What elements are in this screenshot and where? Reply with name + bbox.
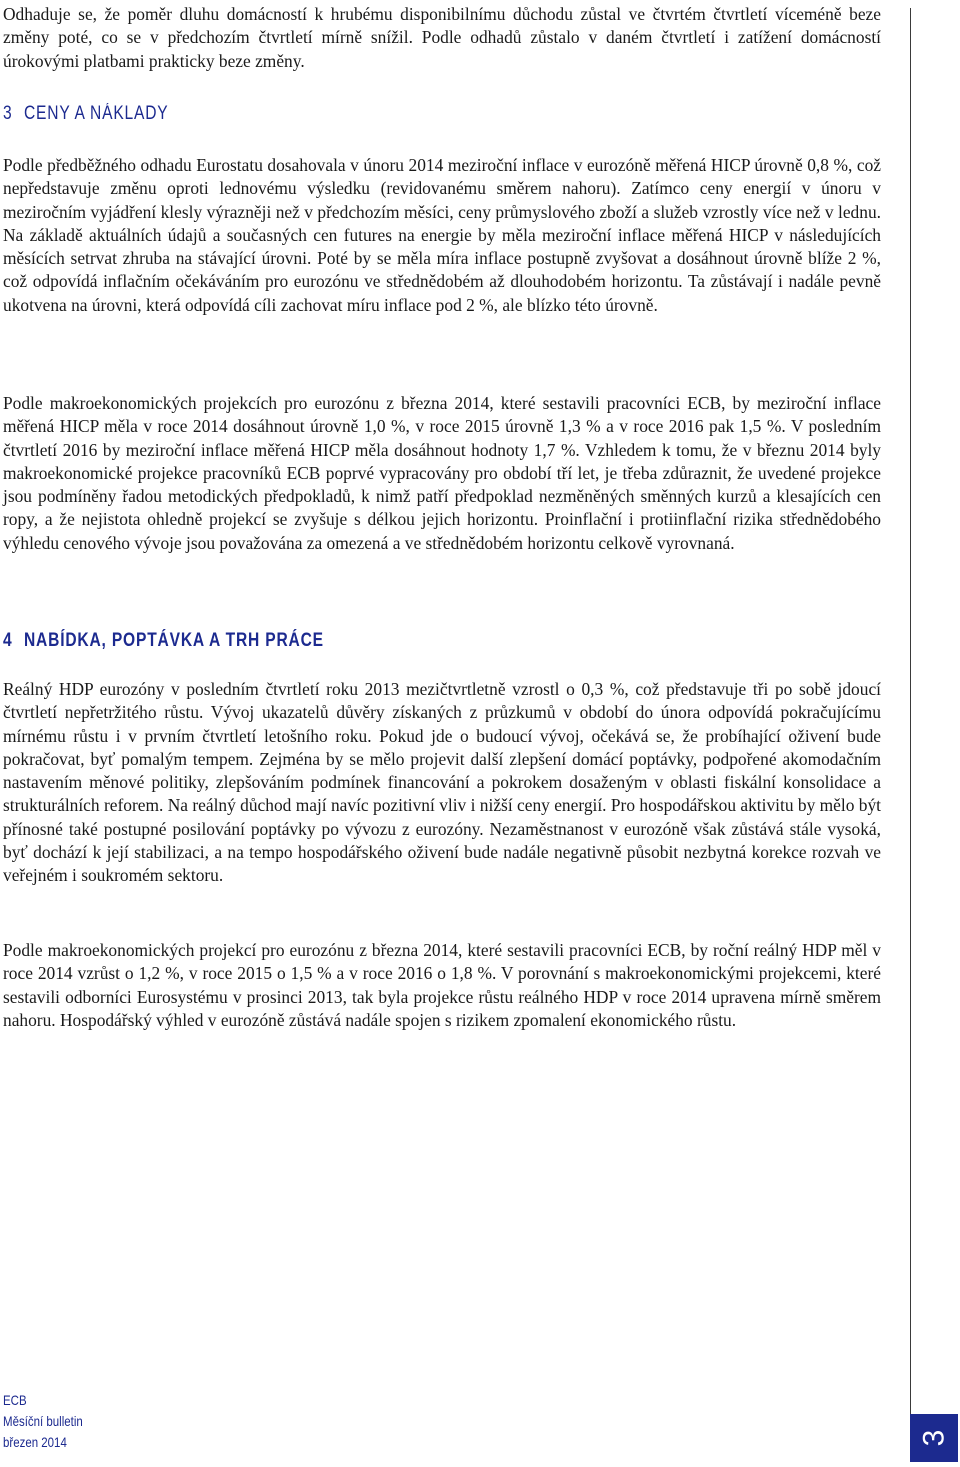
section-title: NABÍDKA, POPTÁVKA A TRH PRÁCE: [23, 630, 324, 651]
footer-date: březen 2014: [3, 1434, 67, 1450]
section-heading-prices: [3, 103, 169, 125]
section-heading-supply: [3, 630, 324, 652]
footer-publisher: ECB: [3, 1392, 27, 1408]
paragraph-supply-1: Reálný HDP eurozóny v posledním čtvrtletí roku 2013 mezičtvrtletně vzrostl o 0,3 %, což představuje tři po sobě jdoucí čtvrtletí nepřetržitého růstu. Vývoj ukazatelů důvěry získaných z průzkumů v období do února odpovídá pokračujícímu mírnému růstu i v prvním čtvrtletí letošního roku. Pokud jde o budoucí vývoj, očekává se, že probíhající oživení bude pokračovat, byť pomalým tempem. Zejména by se mělo projevit další zlepšení domácí poptávky, podpořené akomodačním nastavením měnové politiky, zlepšováním podmínek financování a pokrokem dosaženým v oblasti fiskální konsolidace a strukturálních reforem. Na reálný důchod mají navíc pozitivní vliv i nižší ceny energií. Pro hospodářskou aktivitu by mělo být přínosné také postupné posilování poptávky po vývozu z eurozóny. Nezaměstnanost v eurozóně však zůstává stále vysoká, byť dochází k její stabilizaci, a na tempo hospodářského oživení bude nadále negativně působit nezbytná korekce rozvah ve veřejném i soukromém sektoru.: [3, 679, 881, 886]
section-number: 4: [3, 630, 13, 651]
page-number: 3: [917, 1429, 950, 1447]
section-number: 3: [3, 103, 13, 124]
margin-rule: [910, 8, 911, 1414]
section-title: CENY A NÁKLADY: [23, 103, 169, 124]
page-footer: [3, 1390, 83, 1453]
paragraph-prices-1: Podle předběžného odhadu Eurostatu dosahovala v únoru 2014 meziroční inflace v eurozóně měřená HICP úrovně 0,8 %, což nepředstavuje změnu oproti lednovému výsledku (revidovanému směrem nahoru). Zatímco ceny energií v únoru v meziročním vyjádření klesly výrazněji než v předchozím měsíci, ceny průmyslového zboží a služeb vzrostly více než v lednu. Na základě aktuálních údajů a současných cen futures na energie by měla meziroční inflace měřená HICP v následujících měsících setrvat zhruba na stávající úrovni. Poté by se měla míra inflace postupně zvyšovat a dosáhnout úrovně blíže 2 %, což odpovídá inflačním očekáváním pro eurozónu ve střednědobém až dlouhodobém horizontu. Ta zůstávají i nadále pevně ukotvena na úrovni, která odpovídá cíli zachovat míru inflace pod 2 %, ale blízko této úrovně.: [3, 155, 881, 315]
paragraph-supply-2: Podle makroekonomických projekcí pro eurozónu z března 2014, které sestavili pracovníci ECB, by roční reálný HDP měl v roce 2014 vzrůst o 1,2 %, v roce 2015 o 1,5 % a v roce 2016 o 1,8 %. V porovnání s makroekonomickými projekcemi, které sestavili odborníci Eurosystému v prosinci 2013, tak byla projekce růstu reálného HDP v roce 2014 upravena mírně směrem nahoru. Hospodářský výhled v eurozóně zůstává nadále spojen s rizikem zpomalení ekonomického růstu.: [3, 940, 881, 1030]
paragraph-intro: Odhaduje se, že poměr dluhu domácností k hrubému disponibilnímu důchodu zůstal ve čtvrtém čtvrtletí víceméně beze změny poté, co se v předchozím čtvrtletí mírně snížil. Podle odhadů zůstalo v daném čtvrtletí i zatížení domácností úrokovými platbami prakticky beze změny.: [3, 4, 881, 71]
page-number-tab: [910, 1414, 958, 1462]
footer-publication: Měsíční bulletin: [3, 1413, 83, 1429]
paragraph-prices-2: Podle makroekonomických projekcích pro eurozónu z března 2014, které sestavili pracovníci ECB, by meziroční inflace měřená HICP měla v roce 2014 dosáhnout úrovně 1,0 %, v roce 2015 úrovně 1,3 % a v roce 2016 pak 1,5 %. V posledním čtvrtletí 2016 by meziroční inflace měřená HICP měla dosáhnout hodnoty 1,7 %. Vzhledem k tomu, že v březnu 2014 byly makroekonomické projekce pracovníků ECB poprvé vypracovány pro období tří let, je třeba zdůraznit, že uvedené projekce jsou podmíněny řadou metodických předpokladů, k nimž patří předpoklad nezměněných směnných kurzů a klesajících cen ropy, a že nejistota ohledně projekcí se zvyšuje s délkou jejich horizontu. Proinflační i protiinflační rizika střednědobého výhledu cenového vývoje jsou považována za omezená a ve střednědobém horizontu celkově vyrovnaná.: [3, 393, 881, 553]
